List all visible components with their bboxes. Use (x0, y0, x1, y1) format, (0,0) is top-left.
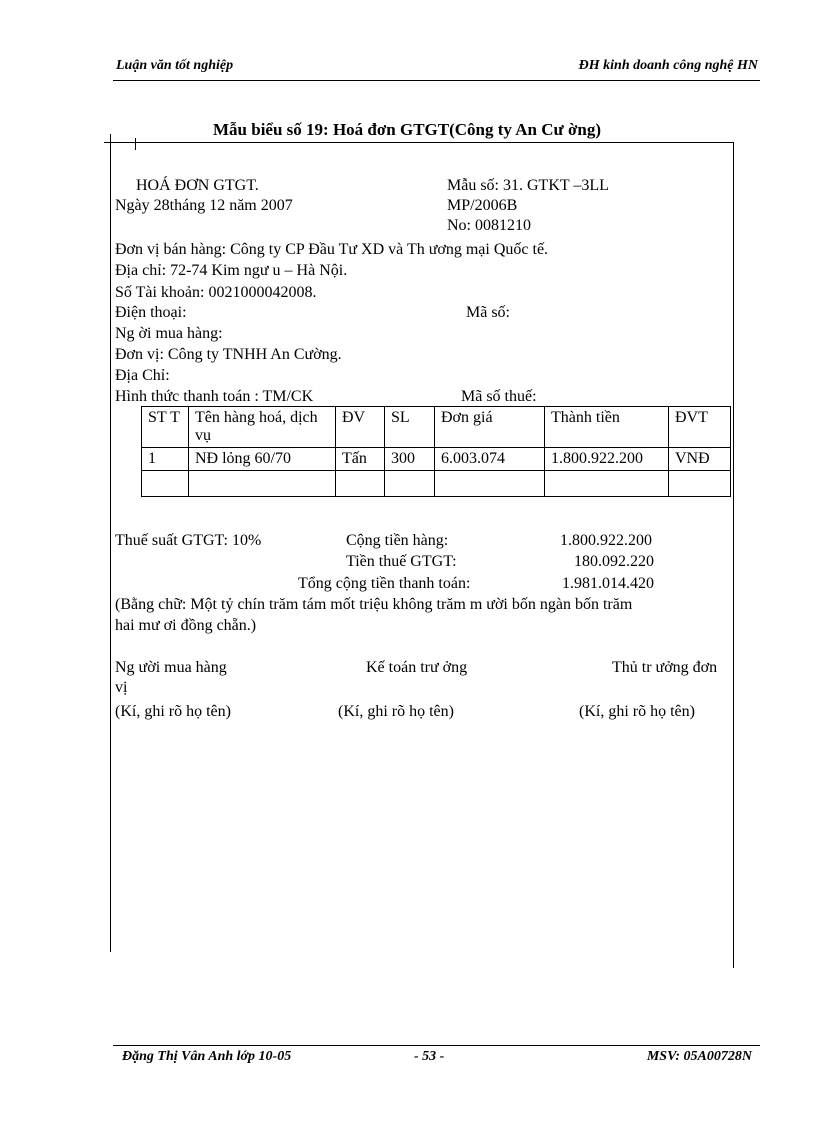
table-cell (385, 471, 435, 497)
table-cell: 1.800.922.200 (545, 448, 669, 471)
table-cell: 300 (385, 448, 435, 471)
frame-tick (135, 138, 136, 150)
table-header-cell: Đơn giá (435, 407, 545, 448)
table-cell (435, 471, 545, 497)
table-cell (336, 471, 385, 497)
serial-number: MP/2006B (447, 197, 518, 214)
table-cell: VNĐ (669, 448, 731, 471)
table-header-cell: ĐV (336, 407, 385, 448)
buyer-sign-note: (Kí, ghi rõ họ tên) (115, 703, 231, 720)
tax-code: Mã số thuế: (461, 388, 537, 405)
table-header-cell: Thành tiền (545, 407, 669, 448)
amount-in-words: (Bằng chữ: Một tỷ chín trăm tám mốt triệu không trăm m ười bốn ngàn bốn trăm (115, 596, 633, 613)
invoice-date: Ngày 28tháng 12 năm 2007 (115, 197, 293, 214)
subtotal-label: Cộng tiền hàng: (346, 532, 449, 549)
header-right: ĐH kinh doanh công nghệ HN (578, 58, 758, 73)
head-signature-label: Thủ tr ưởng đơn (612, 659, 718, 676)
seller-code: Mã số: (466, 304, 510, 321)
table-header-row (142, 407, 731, 448)
tax-label: Tiền thuế GTGT: (346, 553, 457, 570)
frame-left (110, 134, 111, 952)
table-row (142, 448, 731, 471)
head-sign-note: (Kí, ghi rõ họ tên) (579, 703, 695, 720)
table-header-cell: Tên hàng hoá, dịch vụ (189, 407, 336, 448)
frame-top (104, 142, 734, 143)
frame-right (733, 142, 734, 968)
table-cell: 1 (142, 448, 189, 471)
seller-phone: Điện thoại: (115, 304, 187, 321)
seller-unit: Đơn vị bán hàng: Công ty CP Đầu Tư XD và Th ương mại Quốc tế. (115, 241, 549, 258)
table-cell (189, 471, 336, 497)
total-value: 1.981.014.420 (562, 575, 654, 592)
buyer-address: Địa Chỉ: (115, 367, 170, 384)
table-header-cell: ĐVT (669, 407, 731, 448)
header-rule (113, 80, 760, 81)
page-title: Mẫu biểu số 19: Hoá đơn GTGT(Công ty An Cư ờng) (213, 120, 601, 139)
header-left: Luận văn tốt nghiệp (116, 58, 234, 73)
footer-rule (113, 1045, 760, 1046)
page-number: - 53 - (414, 1049, 445, 1064)
payment-method: Hình thức thanh toán : TM/CK (115, 388, 314, 405)
seller-account: Số Tài khoản: 0021000042008. (115, 284, 317, 301)
amount-in-words-cont: hai mư ơi đồng chẵn.) (115, 617, 257, 634)
accountant-signature-label: Kế toán trư ởng (366, 659, 468, 676)
table-cell (545, 471, 669, 497)
vat-rate: Thuế suất GTGT: 10% (115, 532, 262, 549)
footer-student-id: MSV: 05A00728N (646, 1049, 752, 1064)
table-cell (142, 471, 189, 497)
table-cell (669, 471, 731, 497)
footer-author: Đặng Thị Vân Anh lớp 10-05 (122, 1049, 292, 1064)
buyer-label: Ng ời mua hàng: (115, 325, 223, 342)
table-header-cell: SL (385, 407, 435, 448)
table-row (142, 471, 731, 497)
table-cell: 6.003.074 (435, 448, 545, 471)
form-number: Mẫu số: 31. GTKT –3LL (447, 177, 609, 194)
seller-address: Địa chỉ: 72-74 Kim ngư u – Hà Nội. (115, 262, 348, 279)
table-header-cell: ST T (142, 407, 189, 448)
invoice-name: HOÁ ĐƠN GTGT. (136, 177, 259, 194)
goods-table (141, 406, 731, 497)
accountant-sign-note: (Kí, ghi rõ họ tên) (338, 703, 454, 720)
tax-value: 180.092.220 (574, 553, 654, 570)
head-signature-label-cont: vị (115, 679, 128, 696)
table-cell: Tấn (336, 448, 385, 471)
total-label: Tổng cộng tiền thanh toán: (298, 575, 471, 592)
subtotal-value: 1.800.922.200 (560, 532, 652, 549)
buyer-signature-label: Ng ười mua hàng (115, 659, 227, 676)
table-cell: NĐ lỏng 60/70 (189, 448, 336, 471)
invoice-number: No: 0081210 (447, 217, 531, 234)
buyer-unit: Đơn vị: Công ty TNHH An Cường. (115, 346, 342, 363)
